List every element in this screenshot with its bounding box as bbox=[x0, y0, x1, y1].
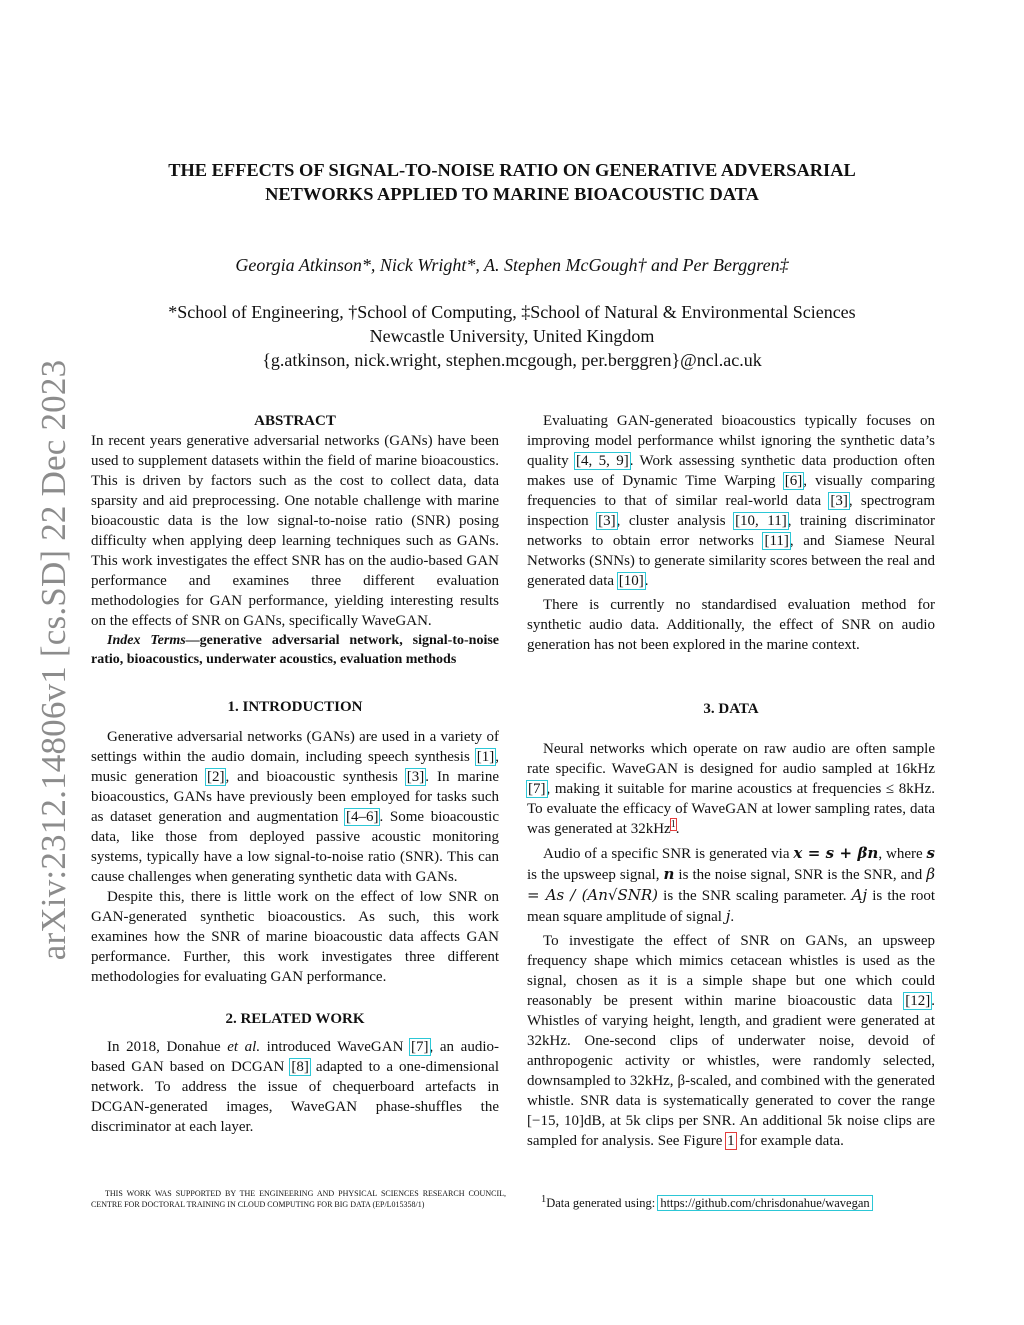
equation-mix: x = s + βn bbox=[793, 844, 879, 862]
citation-link[interactable]: [3] bbox=[406, 769, 425, 785]
figure-link[interactable]: 1 bbox=[727, 1133, 735, 1149]
wavegan-url-link[interactable]: https://github.com/chrisdonahue/wavegan bbox=[660, 1196, 870, 1211]
citation-link[interactable]: [3] bbox=[830, 493, 848, 509]
right-column bbox=[527, 411, 935, 1151]
citation-link[interactable]: [11] bbox=[764, 533, 789, 549]
citation-link[interactable]: [7] bbox=[411, 1039, 429, 1055]
paper-title bbox=[90, 158, 934, 206]
intro-paragraph-2: Despite this, there is little work on the effect of low SNR on GAN-generated synthetic bioacoustics. As such, this work examines how the SNR of marine bioacoustic data affects GAN performance. Further, this work investigates three different methodologies for evaluating GAN performance. bbox=[91, 889, 499, 985]
affiliation-schools: *School of Engineering, †School of Computing, ‡School of Natural & Environmental Sciences bbox=[168, 302, 856, 322]
related-work-paragraph: In 2018, Donahue et al. introduced WaveGAN [7], an audio-based GAN based on DCGAN [8] adapted to a one-dimensional network. To address the issue of chequerboard artefacts in DCGAN-generated images, WaveGAN phase-shuffles the discriminator at each layer. bbox=[91, 1039, 499, 1135]
footnote-text: Data generated using: bbox=[546, 1196, 659, 1211]
related-work-heading: 2. RELATED WORK bbox=[225, 1011, 365, 1027]
data-paragraph-2: Audio of a specific SNR is generated via x = s + βn, where s is the upsweep signal, n is the noise signal, SNR is the SNR, and β = As / (An√SNR) is the SNR scaling parameter. Aj is the root mean square amplitude of signal j. bbox=[527, 844, 935, 925]
evaluation-paragraph: Evaluating GAN-generated bioacoustics typically focuses on improving model performance whilst ignoring the synthetic data’s quality [4, 5, 9]. Work assessing synthetic data production often makes use of Dynamic Time Warping [6], visually comparing frequencies to that of similar real-world data [3], spectrogram inspection [3], cluster analysis [10, 11], training discriminator networks to obtain error networks [11], and Siamese Neural Networks (SNNs) to generate similarity scores between the real and generated data [10]. bbox=[527, 413, 936, 589]
author-emails: {g.atkinson, nick.wright, stephen.mcgough, per.berggren}@ncl.ac.uk bbox=[262, 350, 762, 370]
data-paragraph-1: Neural networks which operate on raw audio are often sample rate specific. WaveGAN is designed for audio sampled at 16kHz [7], making it suitable for marine acoustics at frequencies ≤ 8kHz. To evaluate the efficacy of WaveGAN at lower sampling rates, data was generated at 32kHz$^1$. bbox=[527, 741, 935, 837]
affiliation-university: Newcastle University, United Kingdom bbox=[369, 326, 655, 346]
abstract-heading: ABSTRACT bbox=[254, 413, 336, 429]
intro-paragraph-1: Generative adversarial networks (GANs) are used in a variety of settings within the audio domain, including speech synthesis [1], music generation [2], and bioacoustic synthesis [3]. In marine bioacoustics, GANs have previously been employed for tasks such as dataset generation and augmentation [4–6]. Some bioacoustic data, like those from deployed passive acoustic monitoring systems, typically have a low signal-to-noise ratio (SNR). This can cause challenges when generating synthetic data with GANs. bbox=[91, 729, 500, 885]
citation-link[interactable]: [1] bbox=[476, 749, 495, 765]
title-line-1: THE EFFECTS OF SIGNAL-TO-NOISE RATIO ON GENERATIVE ADVERSARIAL bbox=[168, 160, 856, 180]
author-list: Georgia Atkinson*, Nick Wright*, A. Stephen McGough† and Per Berggren‡ bbox=[235, 255, 789, 275]
citation-link[interactable]: [10, 11] bbox=[735, 513, 787, 529]
data-heading: 3. DATA bbox=[703, 701, 759, 717]
no-standard-paragraph: There is currently no standardised evaluation method for synthetic audio data. Additionally, the effect of SNR on audio generation has not been explored in the marine context. bbox=[527, 597, 935, 653]
footnote-mark: 1 bbox=[541, 1194, 547, 1205]
title-line-2: NETWORKS APPLIED TO MARINE BIOACOUSTIC DATA bbox=[265, 184, 759, 204]
left-column bbox=[91, 411, 499, 1137]
footnote bbox=[541, 1194, 872, 1211]
citation-link[interactable]: [10] bbox=[618, 573, 644, 589]
arxiv-side-stamp: arXiv:2312.14806v1 [cs.SD] 22 Dec 2023 bbox=[34, 359, 73, 961]
citation-link[interactable]: [12] bbox=[905, 993, 931, 1009]
citation-link[interactable]: [7] bbox=[528, 781, 546, 797]
citation-link[interactable]: [6] bbox=[784, 473, 803, 489]
equation-beta: β = As / (An√SNR) bbox=[527, 865, 935, 904]
citation-link[interactable]: [2] bbox=[206, 769, 225, 785]
index-terms-label: Index Terms bbox=[107, 633, 186, 648]
citation-link[interactable]: [3] bbox=[598, 513, 616, 529]
citation-link[interactable]: [4–6] bbox=[345, 809, 379, 825]
funding-note: THIS WORK WAS SUPPORTED BY THE ENGINEERING AND PHYSICAL SCIENCES RESEARCH COUNCIL, CENTRE FOR DOCTORAL TRAINING IN CLOUD COMPUTING FOR BIG DATA (EP/L015358/1) bbox=[91, 1189, 506, 1209]
citation-link[interactable]: [4, 5, 9] bbox=[576, 453, 629, 469]
index-terms-text: —generative adversarial network, signal-to-noise ratio, bioacoustics, underwater acoustics, evaluation methods bbox=[91, 633, 499, 667]
citation-link[interactable]: [8] bbox=[291, 1059, 309, 1075]
data-paragraph-3: To investigate the effect of SNR on GANs, an upsweep frequency shape which mimics cetacean whistles is used as the signal, chosen as it is a simple shape but one which could reasonably be present within marine bioacoustic data [12]. Whistles of varying height, length, and gradient were generated at 32kHz. One-second clips of underwater noise, devoid of anthropogenic activity or whistles, were randomly selected, downsampled to 32kHz, β-scaled, and combined with the generated whistle. SNR data is systematically generated to cover the range [−15, 10]dB, at 5k clips per SNR. An additional 5k noise clips are sampled for analysis. See Figure 1 for example data. bbox=[527, 933, 935, 1149]
affiliations bbox=[90, 300, 934, 372]
index-terms bbox=[91, 631, 499, 669]
intro-heading: 1. INTRODUCTION bbox=[227, 699, 363, 715]
abstract-text: In recent years generative adversarial networks (GANs) have been used to supplement datasets within the field of marine bioacoustics. This is driven by factors such as the cost to collect data, data sparsity and aid preprocessing. One notable challenge with marine bioacoustic data is the low signal-to-noise ratio (SNR) posing difficulty when applying deep learning techniques such as GANs. This work investigates the effect SNR has on the audio-based GAN performance and examines three different evaluation methodologies for GAN performance, yielding interesting results on the effects of SNR on GANs, specifically WaveGAN. bbox=[91, 433, 499, 629]
footnote-link[interactable]: 1 bbox=[670, 819, 676, 830]
